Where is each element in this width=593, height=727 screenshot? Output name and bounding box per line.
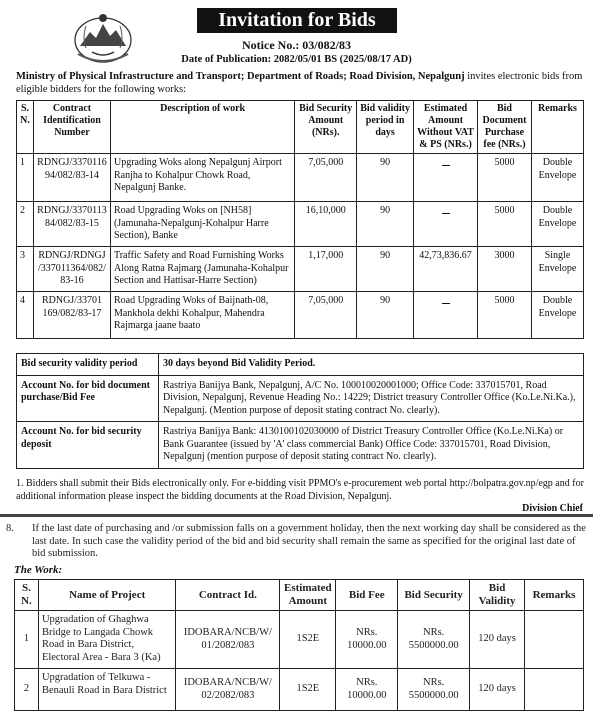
account-details-table xyxy=(16,353,584,469)
table-row xyxy=(17,292,584,339)
section-heading: The Work: xyxy=(14,564,63,576)
remarks-cell: Single Envelope xyxy=(531,247,583,292)
bid-security-cell: 16,10,000 xyxy=(295,202,357,247)
detail-label: Bid security validity period xyxy=(17,354,159,376)
table-row xyxy=(15,669,584,711)
column-header: Bid Security xyxy=(398,580,470,611)
estimate-cell: 1S2E xyxy=(280,611,336,669)
validity-cell: 90 xyxy=(357,202,414,247)
remarks-cell: Double Envelope xyxy=(531,154,583,202)
sn-cell: 4 xyxy=(17,292,34,339)
estimate-cell xyxy=(414,292,478,339)
bid-security-cell: 7,05,000 xyxy=(295,154,357,202)
estimate-cell xyxy=(414,154,478,202)
blank-dash xyxy=(442,205,450,214)
fee-cell: NRs. 10000.00 xyxy=(336,669,398,711)
contract-id-cell: IDOBARA/NCB/W/ 02/2082/083 xyxy=(176,669,280,711)
detail-label: Account No. for bid document purchase/Bid Fee xyxy=(17,375,159,422)
column-header: Name of Project xyxy=(38,580,175,611)
table-row xyxy=(15,611,584,669)
intro-paragraph xyxy=(16,70,584,96)
validity-cell: 120 days xyxy=(470,611,525,669)
table-row xyxy=(17,422,584,469)
bid-security-cell: NRs. 5500000.00 xyxy=(398,611,470,669)
table-row xyxy=(17,375,584,422)
notice-number: Notice No.: 03/082/83 xyxy=(242,38,351,52)
detail-value: Rastriya Banijya Bank, Nepalgunj, A/C No. 100010020001000; Office Code: 337015701, Road Division, Nepalgunj, Revenue Heading No.: 14229; District treasury Controller Office (Ko.Le.Ni.Ka.), Nepalgunj. (Mention purpose of deposit stating contract No. clearly). xyxy=(159,375,584,422)
contract-id-cell: RDNGJ/RDNGJ /337011364/082/ 83-16 xyxy=(33,247,110,292)
sn-cell: 2 xyxy=(17,202,34,247)
works-table xyxy=(16,100,584,339)
table-row xyxy=(17,247,584,292)
note-text: If the last date of purchasing and /or submission falls on a government holiday, then the next working day shall be considered as the last date. In such case the validity period of the bid and bid security shall remain the same as specified for the original last date of bid submission. xyxy=(32,523,586,559)
second-notice-fragment xyxy=(0,517,593,727)
column-header: Contract Identification Number xyxy=(33,101,110,154)
remarks-cell xyxy=(525,611,584,669)
column-header: Bid Security Amount (NRs). xyxy=(295,101,357,154)
table-row xyxy=(17,202,584,247)
contract-id-cell: RDNGJ/33701 169/082/83-17 xyxy=(33,292,110,339)
project-name-cell: Upgradation of Ghaghwa Bridge to Langada Chowk Road in Bara District, Electoral Area - Bara 3 (Ka) xyxy=(38,611,175,669)
column-header: S. N. xyxy=(15,580,39,611)
page-title: Invitation for Bids xyxy=(197,8,397,33)
fee-cell: 3000 xyxy=(478,247,532,292)
project-table xyxy=(14,579,584,711)
sn-cell: 1 xyxy=(15,611,39,669)
blank-dash xyxy=(442,157,450,166)
column-header: Contract Id. xyxy=(176,580,280,611)
remarks-cell xyxy=(525,669,584,711)
column-header: Estimated Amount Without VAT & PS (NRs.) xyxy=(414,101,478,154)
fee-cell: NRs. 10000.00 xyxy=(336,611,398,669)
table-header-row xyxy=(17,101,584,154)
detail-value: Rastriya Banijya Bank: 4130100102030000 of District Treasury Controller Office (Ko.Le.Ni.Ka) or Bank Guarantee (issued by 'A' class commercial Bank) Office Code: 337015701, Road Division, Nepalgunj (mention purpose of deposit stating contract No. clearly). xyxy=(159,422,584,469)
validity-cell: 90 xyxy=(357,154,414,202)
column-header: Bid Validity xyxy=(470,580,525,611)
bid-security-cell: 1,17,000 xyxy=(295,247,357,292)
contract-id-cell: RDNGJ/3370113 84/082/83-15 xyxy=(33,202,110,247)
fee-cell: 5000 xyxy=(478,154,532,202)
estimate-cell: 1S2E xyxy=(280,669,336,711)
table-header-row xyxy=(15,580,584,611)
column-header: Remarks xyxy=(525,580,584,611)
column-header: Remarks xyxy=(531,101,583,154)
remarks-cell: Double Envelope xyxy=(531,292,583,339)
description-cell: Traffic Safety and Road Furnishing Works Along Ratna Rajmarg (Jamunaha-Kohalpur Section and Hattisar-Harre Section) xyxy=(110,247,294,292)
bid-security-cell: 7,05,000 xyxy=(295,292,357,339)
sn-cell: 1 xyxy=(17,154,34,202)
blank-dash xyxy=(442,295,450,304)
sn-cell: 3 xyxy=(17,247,34,292)
publication-date: Date of Publication: 2082/05/01 BS (2025/08/17 AD) xyxy=(181,54,412,65)
project-name-cell: Upgradation of Telkuwa - Benauli Road in Bara District xyxy=(38,669,175,711)
contract-id-cell: RDNGJ/3370116 94/082/83-14 xyxy=(33,154,110,202)
fee-cell: 5000 xyxy=(478,202,532,247)
table-row xyxy=(17,154,584,202)
column-header: Estimated Amount xyxy=(280,580,336,611)
estimate-cell: 42,73,836.67 xyxy=(414,247,478,292)
column-header: Bid validity period in days xyxy=(357,101,414,154)
bid-security-cell: NRs. 5500000.00 xyxy=(398,669,470,711)
column-header: Bid Document Purchase fee (NRs.) xyxy=(478,101,532,154)
note-number: 8. xyxy=(6,523,14,534)
fee-cell: 5000 xyxy=(478,292,532,339)
validity-cell: 120 days xyxy=(470,669,525,711)
description-cell: Upgrading Woks along Nepalgunj Airport Ranjha to Kohalpur Chowk Road, Nepalgunj Banke. xyxy=(110,154,294,202)
description-cell: Road Upgrading Woks on [NH58] (Jamunaha-Nepalgunj-Kohalpur Harre Section), Banke xyxy=(110,202,294,247)
description-cell: Road Upgrading Woks of Baijnath-08, Mankhola dekhi Kohalpur, Mahendra Rajmarga jaane baato xyxy=(110,292,294,339)
holiday-note xyxy=(6,523,586,559)
remarks-cell: Double Envelope xyxy=(531,202,583,247)
intro-text: invites electronic bids from eligible bidders for the following works: xyxy=(16,71,583,95)
contract-id-cell: IDOBARA/NCB/W/ 01/2082/083 xyxy=(176,611,280,669)
table-row xyxy=(17,354,584,376)
estimate-cell xyxy=(414,202,478,247)
column-header: S. N. xyxy=(17,101,34,154)
column-header: Bid Fee xyxy=(336,580,398,611)
submission-note: 1. Bidders shall submit their Bids electronically only. For e-bidding visit PPMO's e-procurement web portal http://bolpatra.gov.np/egp and for additional information please inspect the bidding documents at the Road Division, Nepalgunj. xyxy=(16,478,584,502)
issuing-authority: Ministry of Physical Infrastructure and Transport; Department of Roads; Road Division, Nepalgunj xyxy=(16,71,465,82)
validity-cell: 90 xyxy=(357,292,414,339)
column-header: Description of work xyxy=(110,101,294,154)
signatory: Division Chief xyxy=(522,503,583,514)
sn-cell: 2 xyxy=(15,669,39,711)
detail-value: 30 days beyond Bid Validity Period. xyxy=(159,354,584,376)
validity-cell: 90 xyxy=(357,247,414,292)
detail-label: Account No. for bid security deposit xyxy=(17,422,159,469)
